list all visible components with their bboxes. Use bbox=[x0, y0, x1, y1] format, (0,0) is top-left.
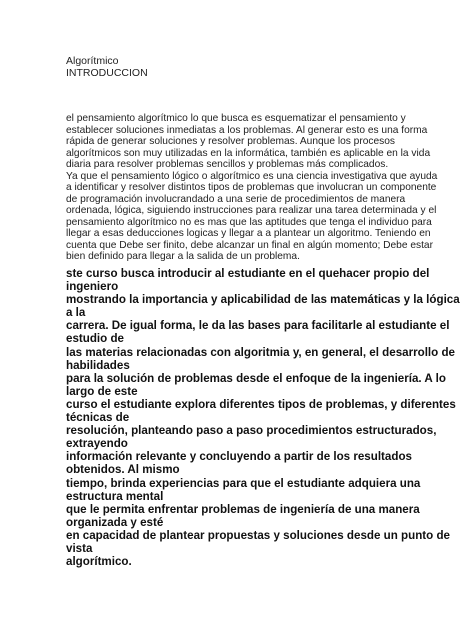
intro-line: cuenta que Debe ser finito, debe alcanzar un final en algún momento; Debe estar bbox=[66, 239, 433, 251]
intro-line: a identificar y resolver distintos tipos de problemas que involucran un componente bbox=[66, 182, 437, 193]
intro-line: establecer soluciones inmediatas a los problemas. Al generar esto es una forma bbox=[66, 124, 428, 136]
intro-line: diaria para resolver problemas sencillos y problemas más complicados. bbox=[66, 159, 389, 170]
course-line: estudio de bbox=[66, 332, 124, 346]
intro-line: ordenada, lógica, siguiendo instrucciones para realizar una tarea determinada y el bbox=[66, 205, 437, 216]
course-line: en capacidad de plantear propuestas y soluciones desde un punto de bbox=[66, 528, 450, 542]
section-title: INTRODUCCION bbox=[66, 67, 148, 79]
document-title: Algorítmico bbox=[66, 55, 119, 67]
course-line: que le permita enfrentar problemas de ingeniería de una manera bbox=[66, 502, 420, 516]
course-line: a la bbox=[66, 306, 86, 320]
course-line: curso el estudiante explora diferentes tipos de problemas, y diferentes bbox=[66, 397, 456, 411]
intro-line: pensamiento algorítmico no es mas que las aptitudes que tenga el individuo para bbox=[66, 216, 432, 228]
intro-line: el pensamiento algorítmico lo que busca es esquematizar el pensamiento y bbox=[66, 113, 406, 124]
course-line: largo de este bbox=[66, 384, 138, 398]
course-line: vista bbox=[66, 541, 93, 555]
intro-line: bien definido para llegar a la salida de un problema. bbox=[66, 251, 300, 262]
course-line: organizada y esté bbox=[66, 515, 164, 529]
course-line: información relevante y concluyendo a partir de los resultados bbox=[66, 450, 412, 464]
intro-line: de programación involucrandado a una serie de procedimientos de manera bbox=[66, 193, 406, 205]
course-line: extrayendo bbox=[66, 437, 128, 451]
intro-line: rápida de generar soluciones y resolver problemas. Aunque los procesos bbox=[66, 136, 396, 147]
course-line: para la solución de problemas desde el enfoque de la ingeniería. A lo bbox=[66, 371, 446, 385]
intro-paragraph bbox=[66, 113, 438, 263]
course-line: carrera. De igual forma, le da las bases para facilitarle al estudiante el bbox=[66, 319, 450, 333]
intro-line: Ya que el pensamiento lógico o algorítmico es una ciencia investigativa que ayuda bbox=[66, 170, 438, 182]
intro-line: algorítmicos son muy utilizadas en la informática, también es aplicable en la vida bbox=[66, 147, 431, 159]
course-line: algorítmico. bbox=[66, 555, 132, 569]
course-line: mostrando la importancia y aplicabilidad de las matemáticas y la lógica bbox=[66, 293, 460, 307]
course-line: ste curso busca introducir al estudiante en el quehacer propio del bbox=[66, 267, 430, 280]
course-line: resolución, planteando paso a paso procedimientos estructurados, bbox=[66, 424, 437, 438]
document-heading bbox=[66, 55, 148, 79]
course-paragraph bbox=[66, 267, 460, 569]
course-line: las materias relacionadas con algoritmia y, en general, el desarrollo de bbox=[66, 345, 455, 359]
course-line: habilidades bbox=[66, 358, 130, 372]
course-line: tiempo, brinda experiencias para que el estudiante adquiera una bbox=[66, 476, 421, 490]
course-line: técnicas de bbox=[66, 411, 130, 425]
intro-line: llegar a esas deducciones logicas y llegar a a plantear un algoritmo. Teniendo en bbox=[66, 228, 431, 239]
course-line: estructura mental bbox=[66, 489, 164, 503]
course-line: obtenidos. Al mismo bbox=[66, 463, 180, 477]
course-line: ingeniero bbox=[66, 280, 119, 294]
